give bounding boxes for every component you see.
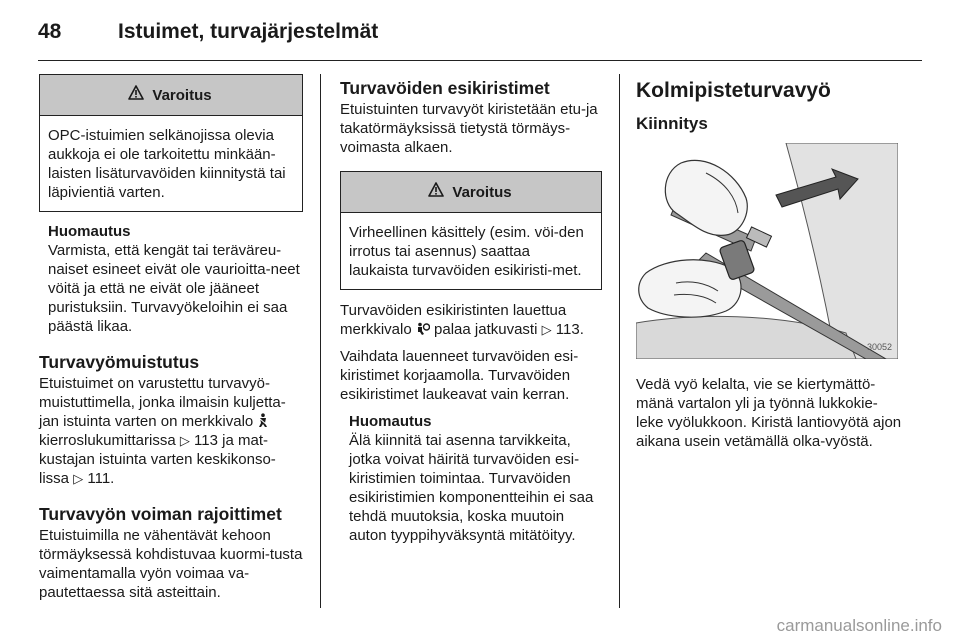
page-reference[interactable]: 113 [555,321,580,338]
page-ref-triangle-icon: ▷ [73,471,84,486]
note-label: Huomautus [48,223,131,240]
column-3 [636,74,904,451]
section-title-force-limiters: Turvavyön voiman rajoittimet [39,504,282,524]
column-divider-2 [619,74,620,608]
chapter-title: Istuimet, turvajärjestelmät [118,20,379,43]
page-number: 48 [38,20,62,43]
note-text: Älä kiinnitä tai asenna tarvikkeita, jotka voivat häiritä turvavöiden esi-kiristimien toimintaa. Turvavöiden esikiristimien komponentteihin ei saa tehdä muutoksia, koska muutoin auton tyyppihyväksyntä mitätöityy. [349,432,594,544]
section-text-force-limiters: Etuistuimilla ne vähentävät kehoon törmäyksessä kohdistuvaa kuormi-tusta vaimentamalla vyön voimaa va-pautettaessa sitä asteittain. [39,527,303,601]
warning-box [340,171,602,290]
warning-box [39,74,303,212]
note-label: Huomautus [349,413,432,430]
column-divider-1 [320,74,321,608]
warning-header [40,75,302,116]
page-reference[interactable]: 113 [194,432,218,449]
paragraph-replacement: Vaihdata lauenneet turvavöiden esi-kiristimet korjaamolla. Turvavöiden esikiristimet laukeavat vain kerran. [340,348,579,403]
section-text-pretensioners: Etuistuinten turvavyöt kiristetään etu-ja takatörmäyksissä tietystä törmäys-voimasta alkaen. [340,101,598,156]
warning-label: Varoitus [152,86,212,104]
subsection-title-fastening: Kiinnitys [636,114,708,133]
section-title-pretensioners: Turvavöiden esikiristimet [340,78,550,98]
fastening-instructions: Vedä vyö kelalta, vie se kiertymättö-mänä vartalon yli ja työnnä lukkokie-leke vyölukkoon. Kiristä lantiovyötä ajon aikana usein vetämällä olka-vyöstä. [636,376,902,450]
note-text: Varmista, että kengät tai teräväreu-naiset esineet eivät ole vaurioitta-neet vöitä ja että ne eivät ole jääneet puristuksiin. Turvavyökeloihin ei saa päästä likaa. [48,242,300,335]
note-block [340,412,602,545]
airbag-warning-icon [416,322,430,337]
warning-label: Varoitus [452,183,512,201]
column-2 [340,74,602,545]
section-text-seatbelt-reminder: Etuistuimet on varustettu turvavyö-muistuttimella, jonka ilmaisin kuljetta-jan istuinta varten on merkkivalo kierroslukumittarissa ▷ 113 ja mat-kustajan istuinta varten keskikonso-lissa ▷ 111. [39,375,286,487]
figure-number: 30052 [866,342,892,352]
column-1 [39,74,303,602]
warning-header [341,172,601,213]
page-reference[interactable]: 111 [87,470,111,487]
seatbelt-fastening-illustration [636,143,898,359]
warning-text: Virheellinen käsittely (esim. vöi-den irrotus tai asennus) saattaa laukaista turvavöiden esikiristi-met. [349,224,584,279]
page-ref-triangle-icon: ▷ [179,433,190,448]
section-title-seatbelt-reminder: Turvavyömuistutus [39,352,200,372]
seatbelt-warning-icon [257,414,269,429]
header-rule [38,60,922,61]
section-title-three-point-belt: Kolmipisteturvavyö [636,79,831,102]
paragraph-indicator: Turvavöiden esikiristinten lauettua merkkivalo palaa jatkuvasti ▷ 113. [340,302,584,338]
page-ref-triangle-icon: ▷ [541,322,552,337]
note-block [39,222,303,336]
watermark: carmanualsonline.info [776,616,942,635]
warning-text: OPC-istuimien selkänojissa olevia aukkoja ei ole tarkoitettu minkään-laisten lisäturvavöiden kiinnitystä tai läpivientiä varten. [48,127,286,201]
